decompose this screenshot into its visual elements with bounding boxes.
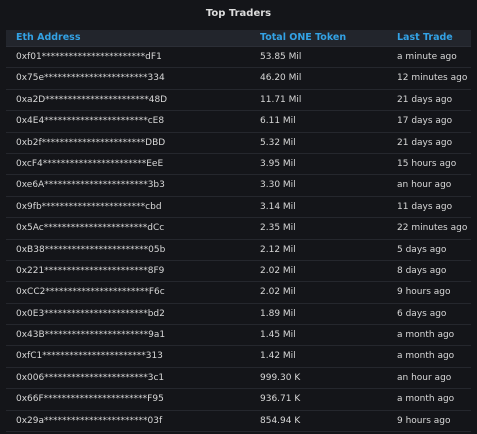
eth-address-cell: 0xf01***********************dF1 bbox=[16, 52, 162, 62]
eth-address-cell: 0xa2D***********************48D bbox=[16, 94, 168, 105]
eth-address-cell: 0x0E3***********************bd2 bbox=[16, 308, 165, 319]
token-total-cell: 2.02 Mil bbox=[260, 287, 296, 298]
eth-address-cell: 0xCC2***********************F6c bbox=[16, 287, 165, 298]
token-total-cell: 2.35 Mil bbox=[260, 223, 296, 234]
eth-address-cell: 0x43B***********************9a1 bbox=[16, 330, 166, 341]
column-header-last-trade[interactable]: Last Trade bbox=[397, 32, 453, 43]
last-trade-cell: 11 days ago bbox=[397, 201, 453, 212]
last-trade-cell: 8 days ago bbox=[397, 265, 447, 276]
last-trade-cell: 22 minutes ago bbox=[397, 223, 468, 234]
eth-address-cell: 0x5Ac***********************dCc bbox=[16, 223, 165, 234]
table-row bbox=[6, 218, 471, 239]
token-total-cell: 1.89 Mil bbox=[260, 308, 296, 319]
last-trade-cell: 9 hours ago bbox=[397, 415, 451, 426]
eth-address-cell: 0x66F***********************F95 bbox=[16, 394, 164, 405]
table-row bbox=[6, 411, 471, 432]
table-row bbox=[6, 197, 471, 218]
last-trade-cell: 9 hours ago bbox=[397, 287, 451, 298]
table-row bbox=[6, 90, 471, 111]
table-row bbox=[6, 304, 471, 325]
last-trade-cell: a month ago bbox=[397, 330, 455, 341]
last-trade-cell: 15 hours ago bbox=[397, 158, 457, 169]
token-total-cell: 3.30 Mil bbox=[260, 180, 296, 191]
token-total-cell: 3.14 Mil bbox=[260, 201, 296, 212]
token-total-cell: 5.32 Mil bbox=[260, 137, 296, 148]
eth-address-cell: 0x75e***********************334 bbox=[16, 73, 165, 84]
table-row bbox=[6, 111, 471, 132]
eth-address-cell: 0xfC1***********************313 bbox=[16, 351, 163, 362]
token-total-cell: 854.94 K bbox=[260, 415, 301, 426]
token-total-cell: 46.20 Mil bbox=[260, 73, 302, 84]
last-trade-cell: 12 minutes ago bbox=[397, 73, 468, 84]
token-total-cell: 1.45 Mil bbox=[260, 330, 296, 341]
token-total-cell: 6.11 Mil bbox=[260, 116, 296, 127]
table-row bbox=[6, 261, 471, 282]
table-row bbox=[6, 389, 471, 410]
last-trade-cell: an hour ago bbox=[397, 180, 452, 191]
table-body bbox=[6, 47, 471, 432]
eth-address-cell: 0xcF4***********************EeE bbox=[16, 158, 164, 169]
column-header-eth-address[interactable]: Eth Address bbox=[16, 32, 81, 43]
eth-address-cell: 0xe6A***********************3b3 bbox=[16, 180, 165, 191]
eth-address-cell: 0x006***********************3c1 bbox=[16, 372, 165, 383]
last-trade-cell: 6 days ago bbox=[397, 308, 447, 319]
table-header bbox=[6, 30, 471, 47]
token-total-cell: 53.85 Mil bbox=[260, 52, 302, 62]
last-trade-cell: a minute ago bbox=[397, 52, 457, 62]
eth-address-cell: 0x9fb***********************cbd bbox=[16, 201, 162, 212]
eth-address-cell: 0x4E4***********************cE8 bbox=[16, 116, 165, 127]
table-row bbox=[6, 282, 471, 303]
table-row bbox=[6, 175, 471, 196]
token-total-cell: 3.95 Mil bbox=[260, 158, 296, 169]
token-total-cell: 2.12 Mil bbox=[260, 244, 296, 255]
token-total-cell: 11.71 Mil bbox=[260, 94, 302, 105]
eth-address-cell: 0xB38***********************05b bbox=[16, 244, 166, 255]
last-trade-cell: 17 days ago bbox=[397, 116, 453, 127]
last-trade-cell: a month ago bbox=[397, 351, 455, 362]
token-total-cell: 1.42 Mil bbox=[260, 351, 296, 362]
last-trade-cell: a month ago bbox=[397, 394, 455, 405]
table-row bbox=[6, 240, 471, 261]
table-row bbox=[6, 68, 471, 89]
eth-address-cell: 0x29a***********************03f bbox=[16, 415, 163, 426]
last-trade-cell: 21 days ago bbox=[397, 94, 453, 105]
last-trade-cell: 21 days ago bbox=[397, 137, 453, 148]
table-row bbox=[6, 47, 471, 68]
table-row bbox=[6, 368, 471, 389]
eth-address-cell: 0x221***********************8F9 bbox=[16, 265, 165, 276]
panel-title: Top Traders bbox=[205, 8, 272, 19]
table-row bbox=[6, 133, 471, 154]
last-trade-cell: an hour ago bbox=[397, 372, 452, 383]
token-total-cell: 999.30 K bbox=[260, 372, 301, 383]
token-total-cell: 2.02 Mil bbox=[260, 265, 296, 276]
token-total-cell: 936.71 K bbox=[260, 394, 301, 405]
table-row bbox=[6, 325, 471, 346]
table-row bbox=[6, 154, 471, 175]
column-header-total-one-token[interactable]: Total ONE Token bbox=[260, 32, 347, 43]
last-trade-cell: 5 days ago bbox=[397, 244, 447, 255]
eth-address-cell: 0xb2f***********************DBD bbox=[16, 137, 166, 148]
table-row bbox=[6, 346, 471, 367]
